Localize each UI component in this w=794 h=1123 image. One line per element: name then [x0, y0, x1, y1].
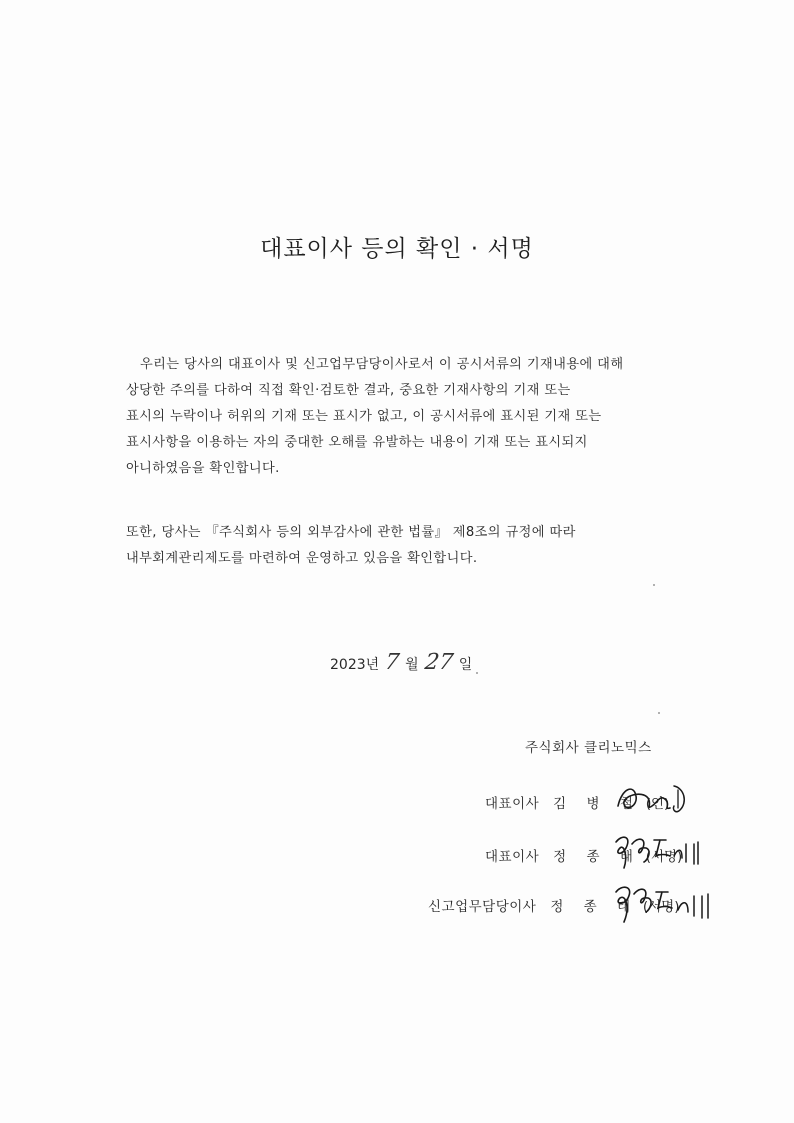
signatory-role: 대표이사	[485, 849, 540, 865]
signatory-name: 김 병 철	[553, 796, 641, 812]
signing-date	[330, 650, 472, 675]
paragraph-line: 표시의 누락이나 허위의 기재 또는 표시가 없고, 이 공시서류에 표시된 기재 또는	[126, 409, 602, 424]
paragraph-line: 우리는 당사의 대표이사 및 신고업무담당이사로서 이 공시서류의 기재내용에 대해	[140, 357, 624, 372]
company-name: 주식회사 클리노믹스	[525, 740, 652, 756]
signatory-mark: (인)	[645, 796, 670, 812]
paper-speck	[658, 712, 660, 714]
signatory-mark: (서명)	[645, 849, 683, 865]
signatory-role: 신고업무담당이사	[428, 899, 537, 915]
date-day-unit: 일	[458, 657, 473, 673]
date-day-handwritten: 27	[422, 650, 455, 675]
signatory-mark: (서명)	[642, 899, 680, 915]
paragraph-line: 아니하였음을 확인합니다.	[126, 461, 280, 476]
signatory-name: 정 종 태	[550, 899, 639, 915]
signatory-name: 정 종 태	[553, 849, 641, 865]
paragraph-line: 내부회계관리제도를 마련하여 운영하고 있음을 확인합니다.	[126, 551, 478, 566]
paragraph-line: 표시사항을 이용하는 자의 중대한 오해를 유발하는 내용이 기재 또는 표시되지	[126, 435, 588, 450]
internal-control-paragraph	[126, 520, 666, 572]
date-month-unit: 월	[405, 657, 419, 673]
date-month-handwritten: 7	[383, 650, 401, 675]
date-year: 2023년	[330, 657, 380, 673]
handwritten-signature	[612, 776, 692, 822]
paper-speck	[476, 672, 478, 674]
page-title: 대표이사 등의 확인 · 서명	[260, 236, 534, 262]
signatory-role: 대표이사	[485, 796, 540, 812]
paragraph-line: 상당한 주의를 다하여 직접 확인·검토한 결과, 중요한 기재사항의 기재 또는	[126, 383, 571, 398]
handwritten-signature	[608, 878, 718, 928]
paper-speck	[653, 584, 655, 586]
confirmation-paragraph	[126, 352, 666, 482]
handwritten-signature	[608, 826, 708, 876]
paragraph-line: 또한, 당사는 『주식회사 등의 외부감사에 관한 법률』 제8조의 규정에 따라	[126, 525, 576, 540]
